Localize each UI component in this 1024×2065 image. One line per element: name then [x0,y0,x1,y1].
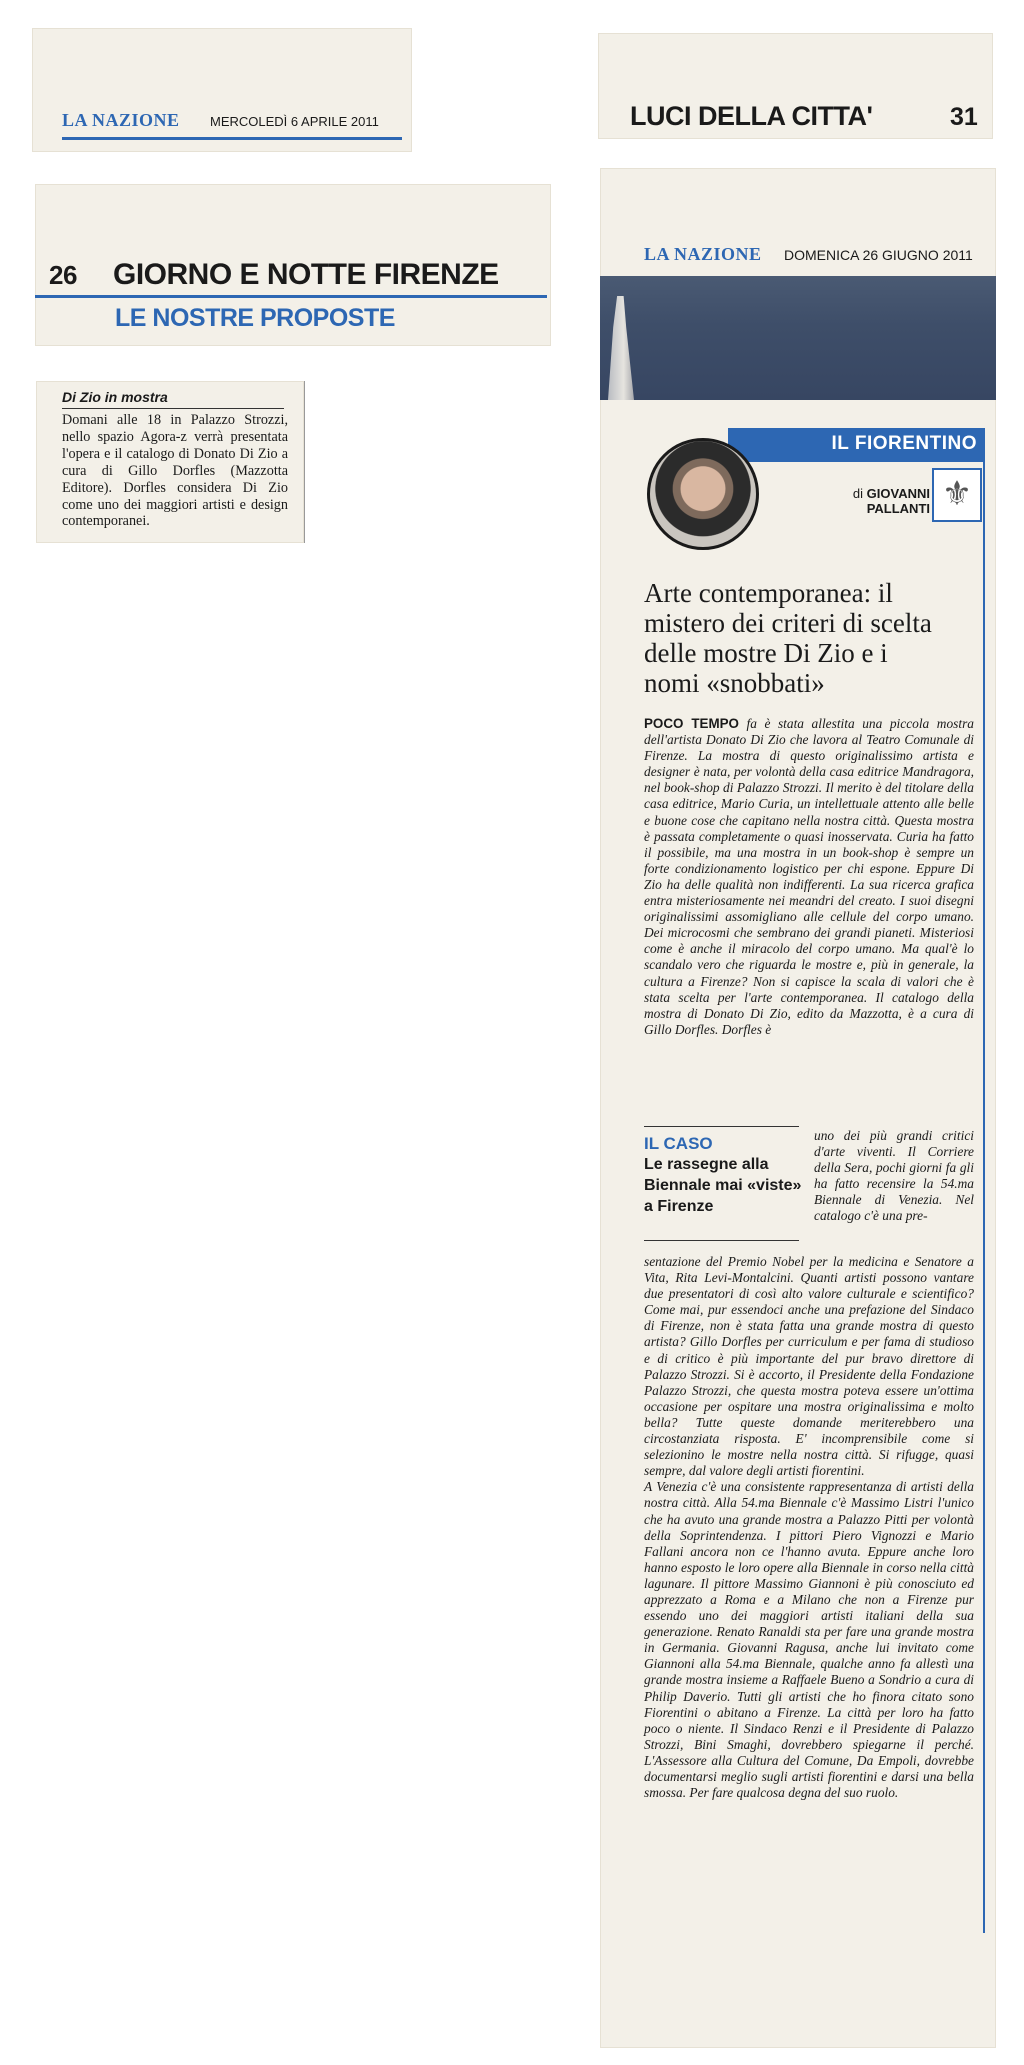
article-headline: Arte contemporanea: il mistero dei criteri di scelta delle mostre Di Zio e i nomi «snobbati» [644,578,932,698]
article-body-1 [644,716,974,1038]
fleur-de-lis-icon: ⚜ [941,476,973,513]
header-photo [600,276,996,400]
box-label: IL CASO [644,1134,713,1153]
box-title: Le rassegne alla Biennale mai «viste» a Firenze [644,1156,802,1215]
article-body-2 [644,1254,974,1801]
masthead: LA NAZIONE [644,244,762,264]
body-text-3: A Venezia c'è una consistente rappresentanza di artisti della nostra città. Alla 54.ma Biennale c'è Massimo Listri l'unico che ha avuto una grande mostra a Palazzo Pitti per volontà della Soprintendenza. I pittori Piero Vignozzi e Mario Fallani ancora non ce l'hanno avuta. Eppure anche loro hanno esposto le loro opere alla Biennale in corso nella città lagunare. Il pittore Massimo Giannoni è più conosciuto ed apprezzato a Roma e a Milano che non a Firenze pur essendo uno dei maggiori artisti italiani della sua generazione. Renato Ranaldi sta per fare una grande mostra in Germania. Giovanni Ragusa, anche lui invitato come Giannoni alla 54.ma Biennale, qualche anno fa allestì una grande mostra insieme a Raffaele Bueno a Sondrio a cura di Philip Daverio. Tutti gli artisti che ho finora citato sono Fiorentini o abitano a Firenze. La città per loro ha fatto poco o niente. Il Sindaco Renzi e il Presidente di Palazzo Strozzi, Bini Smaghi, dovrebbero spiegarne il perché. L'Assessore alla Cultura del Comune, Da Empoli, dovrebbe documentarsi meglio sugli artisti fiorentini e darsi una bella smossa. Per fare qualcosa degna del suo ruolo. [644,1479,974,1801]
column-rule-right [983,428,985,1933]
article-clipping [600,168,996,2048]
body-text-1: fa è stata allestita una piccola mostra dell'artista Donato Di Zio che lavora al Teatro Comunale di Firenze. La mostra di questo originalissimo artista e designer è nata, per volontà della casa editrice Mandragora, nel book-shop di Palazzo Strozzi. Il merito è del titolare della casa editrice, Mario Curia, un intellettuale attento alle belle e buone cose che capitano nella nostra città. Questa mostra è passata completamente o quasi inosservata. Curia ha fatto il possibile, ma una mostra in un book-shop è sempre un forte condizionamento logistico per chi espone. Eppure Di Zio ha delle qualità non indifferenti. La sua ricerca grafica entra misteriosamente nei meandri del creato. I suoi disegni originalissimi assomigliano alle cellule del corpo umano. Dei microcosmi che sembrano dei grandi pianeti. Misteriosi come è anche il miracolo del corpo umano. Ma qual'è lo scandalo vero che riguarda le mostre e, più in generale, la cultura a Firenze? Non si capisce la scala di valori che è stata scelta per l'arte contemporanea. Il catalogo della mostra di Donato Di Zio, edito da Mazzotta, è a cura di Gillo Dorfles. Dorfles è [644,716,974,1037]
box-rule-top [644,1126,799,1127]
byline-prefix: di [852,486,864,501]
column-name: IL FIORENTINO [831,433,977,454]
emblem [932,468,982,522]
tower-silhouette [608,296,634,400]
body-text-2: sentazione del Premio Nobel per la medicina e Senatore a Vita, Rita Levi-Montalcini. Quanti artisti possono vantare due presentatori di così alto valore culturale e scientifico? Come mai, pur essendoci anche una prefazione del Sindaco di Firenze, non è stata fatta una grande mostra di questo artista? Gillo Dorfles per curriculum e per fama di studioso e di critico è più importante del pur bravo direttore di Palazzo Strozzi. Si è accorto, il Presidente della Fondazione Palazzo Strozzi, che questa mostra poteva essere un'ottima occasione per ospitare una mostra originalissima e molto bella? Tutte queste domande meriterebbero una circostanziata risposta. E' incomprensibile come si selezionino le mostre nella nostra città. Si rifugge, quasi sempre, dal valore degli artisti fiorentini. [644,1254,974,1479]
clipping-page-header [598,33,993,139]
clipping-date-header [32,28,412,152]
blue-rule [62,137,402,140]
column-name-bar [728,428,985,462]
dateline: MERCOLEDÌ 6 APRILE 2011 [210,114,379,129]
box-rule-bottom [644,1240,799,1241]
author-name: GIOVANNI PALLANTI [866,486,930,516]
dateline: DOMENICA 26 GIUGNO 2011 [784,247,973,263]
author-portrait [647,438,759,550]
subsection-title: LE NOSTRE PROPOSTE [115,304,395,332]
byline [810,486,930,516]
lead-in: POCO TEMPO [644,716,739,731]
divider [62,408,284,409]
blue-rule [35,295,547,298]
page-number: 26 [49,260,77,290]
section-title: GIORNO E NOTTE FIRENZE [113,258,499,291]
page-number: 31 [950,103,978,131]
clipping-brief [36,381,305,543]
body-side-text: uno dei più grandi critici d'arte viventi. Il Corriere della Sera, pochi giorni fa gli ha fatto recensire la 54.ma Biennale di Venezia. Nel catalogo c'è una pre- [814,1128,974,1224]
brief-headline: Di Zio in mostra [62,389,168,405]
brief-body: Domani alle 18 in Palazzo Strozzi, nello spazio Agora-z verrà presentata l'opera e il catalogo di Donato Di Zio a cura di Gillo Dorfles (Mazzotta Editore). Dorfles considera Di Zio come uno dei maggiori artisti e design contemporanei. [62,412,288,530]
clipping-section-header [35,184,551,346]
masthead: LA NAZIONE [62,110,180,130]
section-title: LUCI DELLA CITTA' [630,101,873,131]
